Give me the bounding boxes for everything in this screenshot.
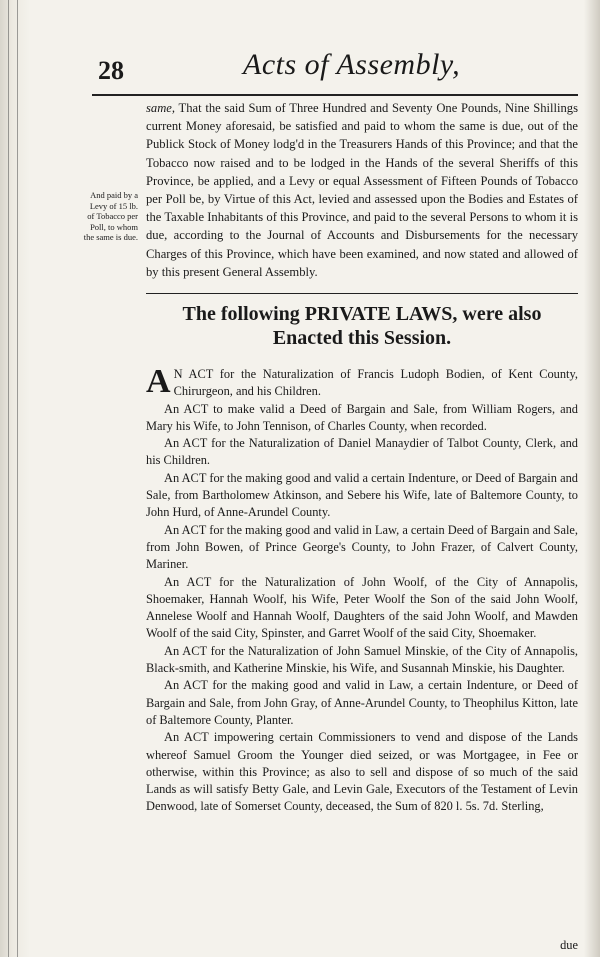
act-item: An ACT for the Naturalization of John Woolf, of the City of Annapolis, Shoemaker, Hannah Woolf, his Wife, Peter Woolf the Son of the said John Woolf, Annelese Woolf and Hannah Woolf, Daughters of the said John Woolf, and Mawden Woolf of the said City, Spinster, and Garret Woolf of the said City, Shoemaker. — [146, 574, 578, 641]
intro-lead-word: same, — [146, 101, 176, 115]
margin-note: And paid by a Levy of 15 lb. of Tobacco per Poll, to whom the same is due. — [83, 190, 138, 242]
intro-body: That the said Sum of Three Hundred and Seventy One Pounds, Nine Shillings current Money aforesaid, be satisfied and paid to whom the same is due, out of the Publick Stock of Money lodg'd in the Treasurers Hands of this Province; and that the Tobacco now raised and to be lodged in the Hands of the several Sheriffs of this Province, be applied, and a Levy or equal Assessment of Fifteen Pounds of Tobacco per Poll be, by Virtue of this Act, levied and assessed upon the Bodies and Estates of the Taxable Inhabitants of this Province, and paid to the several Persons to whom it is due, according to the Journal of Accounts and Disbursements for the necessary Charges of this Province, which have been examined, and now stated and allowed of by this present General Assembly. — [146, 101, 578, 279]
header-rule — [92, 94, 578, 96]
section-heading-line-2: Enacted this Session. — [272, 327, 452, 349]
act-item: An ACT for the Naturalization of John Samuel Minskie, of the City of Annapolis, Black-smith, and Katherine Minskie, his Wife, and Susannah Minskie, his Daughter. — [146, 643, 578, 676]
page-number: 28 — [98, 56, 124, 85]
catchword: due — [560, 938, 578, 952]
section-heading — [146, 302, 578, 350]
act-text: N ACT for the Naturalization of Francis Ludoph Bodien, of Kent County, Chirurgeon, and his Children. — [173, 367, 578, 399]
act-item: An ACT impowering certain Commissioners to vend and dispose of the Lands whereof Samuel Groom the Younger died seized, or was Mortgagee, in Fee or otherwise, within this Province; as also to sell and dispose of so much of the said Lands as will satisfy Betty Gale, and Levin Gale, Executors of the Testament of Levin Denwood, late of Somerset County, deceased, the Sum of 820 l. 5s. 7d. Sterling, — [146, 730, 578, 814]
act-item: An ACT for the Naturalization of Daniel Manaydier of Talbot County, Clerk, and his Children. — [146, 436, 578, 468]
drop-cap: A — [146, 363, 171, 400]
act-item: An ACT for the making good and valid in Law, a certain Indenture, or Deed of Bargain and Sale, from John Gray, of Anne-Arundel County, to Theophilus Kitton, late of Baltemore County, Planter. — [146, 678, 578, 727]
act-item: An ACT to make valid a Deed of Bargain and Sale, from William Rogers, and Mary his Wife, to John Tennison, of Charles County, when recorded. — [146, 401, 578, 433]
private-laws-list — [146, 363, 578, 816]
act-item: An ACT for the making good and valid in Law, a certain Deed of Bargain and Sale, from John Bowen, of Prince George's County, to John Frazer, of Calvert County, Mariner. — [146, 522, 578, 572]
intro-paragraph — [146, 99, 578, 281]
act-item: An ACT for the making good and valid a certain Indenture, or Deed of Bargain and Sale, from Bartholomew Atkinson, and Sebere his Wife, late of Baltemore County, to John Hurd, of Anne-Arundel County. — [146, 470, 578, 520]
binding-shadow — [4, 0, 26, 957]
act-item — [146, 363, 578, 401]
section-rule — [146, 293, 578, 294]
section-heading-line-1: The following PRIVATE LAWS, were also — [182, 303, 542, 325]
page-edge-shadow — [584, 0, 600, 957]
running-head: Acts of Assembly, — [243, 48, 461, 81]
